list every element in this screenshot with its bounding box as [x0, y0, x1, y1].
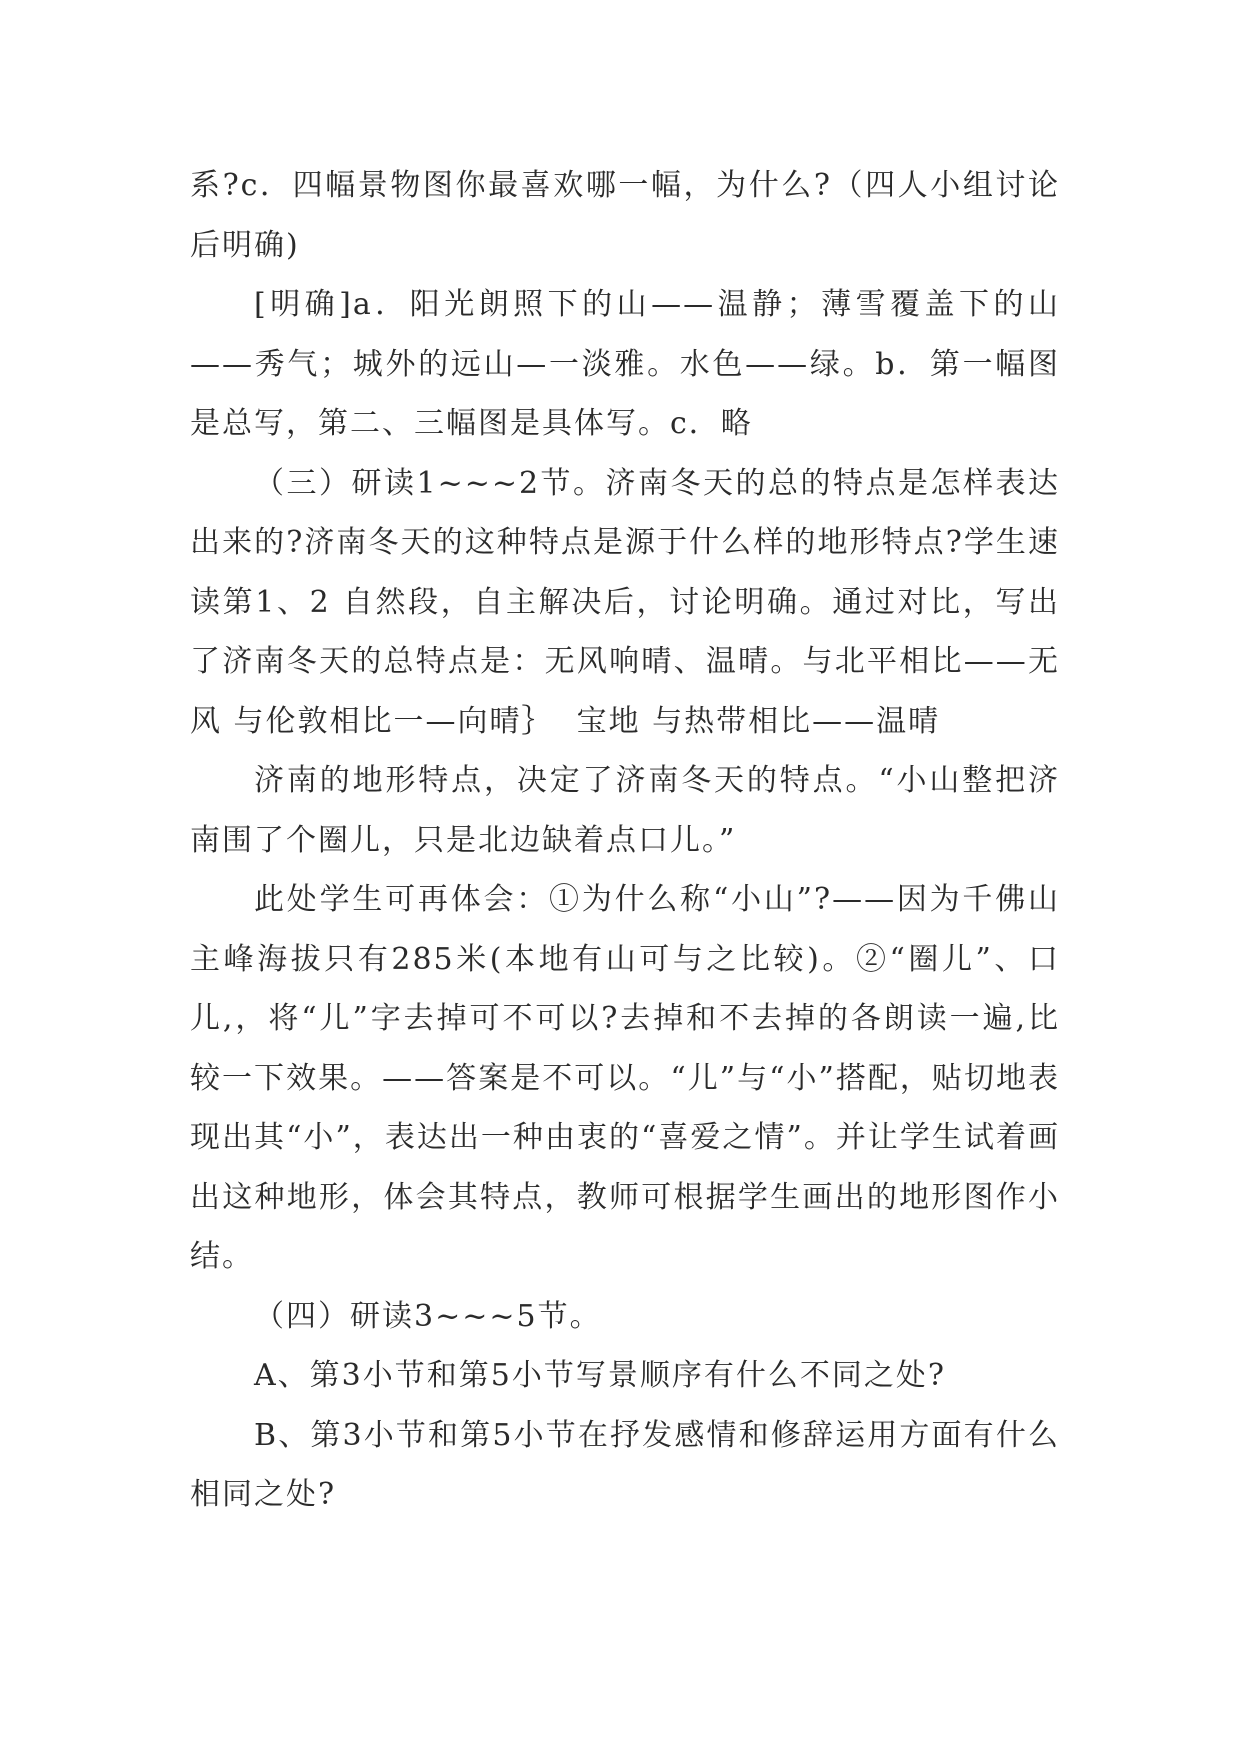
paragraph-experience: 此处学生可再体会：①为什么称“小山”?——因为千佛山主峰海拔只有285米(本地有山可与之比较)。②“圈儿”、口儿,，将“儿”字去掉可不可以?去掉和不去掉的各朗读一遍,比较一下效果。——答案是不可以。“儿”与“小”搭配，贴切地表现出其“小”，表达出一种由衷的“喜爱之情”。并让学生试着画出这种地形，体会其特点，教师可根据学生画出的地形图作小结。 — [190, 882, 1060, 1274]
paragraph-question-c: 系?c．四幅景物图你最喜欢哪一幅，为什么?（四人小组讨论后明确) — [190, 168, 1060, 263]
paragraph-question-a: A、第3小节和第5小节写景顺序有什么不同之处? — [254, 1358, 946, 1393]
paragraph-answer: [明确]a．阳光朗照下的山——温静；薄雪覆盖下的山——秀气；城外的远山—一淡雅。水色——绿。b．第一幅图是总写，第二、三幅图是具体写。c．略 — [190, 287, 1060, 441]
paragraph-section-four: （四）研读3~~~5节。 — [254, 1298, 602, 1334]
paragraph-question-b: B、第3小节和第5小节在抒发感情和修辞运用方面有什么相同之处? — [190, 1417, 1060, 1512]
body-text — [190, 156, 1060, 1525]
paragraph-section-three: （三）研读1~~~2节。济南冬天的总的特点是怎样表达出来的?济南冬天的这种特点是源于什么样的地形特点?学生速读第1、2 自然段，自主解决后，讨论明确。通过对比，写出了济南冬天的总特点是：无风响晴、温晴。与北平相比——无风 与伦敦相比一—向晴｝ 宝地 与热带相比——温晴 — [190, 465, 1060, 739]
paragraph-terrain: 济南的地形特点，决定了济南冬天的特点。“小山整把济南围了个圈儿，只是北边缺着点口儿。” — [190, 763, 1060, 858]
